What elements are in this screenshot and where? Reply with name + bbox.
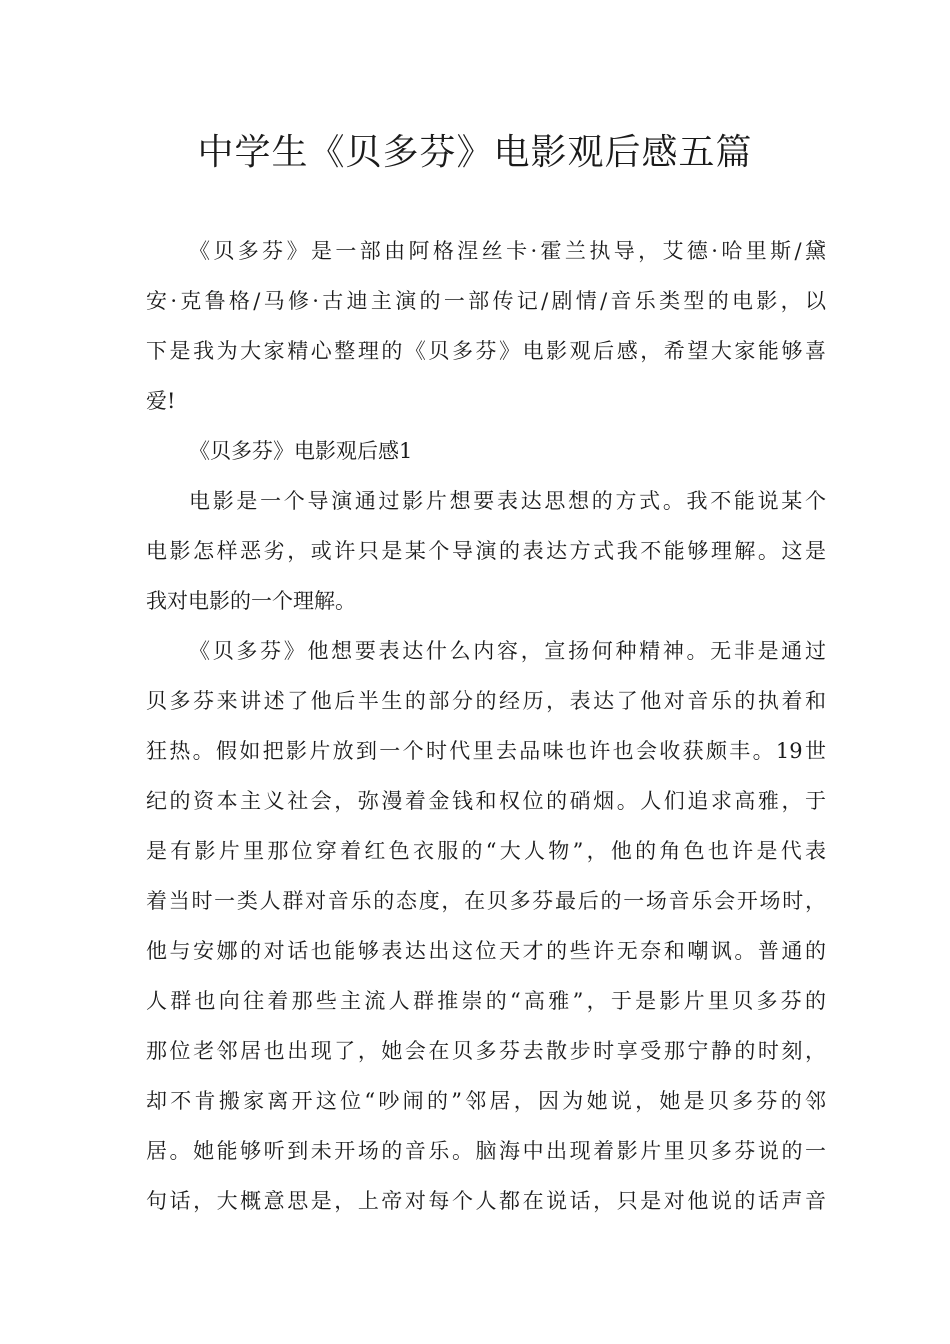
paragraph-line: 下是我为大家精心整理的《贝多芬》电影观后感，希望大家能够喜 xyxy=(146,339,826,363)
paragraph-line: 那位老邻居也出现了，她会在贝多芬去散步时享受那宁静的时刻， xyxy=(146,1039,826,1063)
paragraph-line: 着当时一类人群对音乐的态度，在贝多芬最后的一场音乐会开场时， xyxy=(146,889,826,913)
paragraph-line: 狂热。假如把影片放到一个时代里去品味也许也会收获颇丰。19世 xyxy=(146,739,826,763)
paragraph-line: 他与安娜的对话也能够表达出这位天才的些许无奈和嘲讽。普通的 xyxy=(146,939,826,963)
paragraph-line: 安·克鲁格/马修·古迪主演的一部传记/剧情/音乐类型的电影，以 xyxy=(146,289,826,313)
paragraph-line: 却不肯搬家离开这位“吵闹的”邻居，因为她说，她是贝多芬的邻 xyxy=(146,1089,826,1113)
paragraph-line: 人群也向往着那些主流人群推崇的“高雅”，于是影片里贝多芬的 xyxy=(146,989,826,1013)
paragraph-line: 《贝多芬》他想要表达什么内容，宣扬何种精神。无非是通过 xyxy=(189,639,826,663)
section-heading: 《贝多芬》电影观后感1 xyxy=(189,439,413,463)
paragraph-line: 纪的资本主义社会，弥漫着金钱和权位的硝烟。人们追求高雅，于 xyxy=(146,789,826,813)
document-title: 中学生《贝多芬》电影观后感五篇 xyxy=(197,132,753,173)
paragraph-line: 爱! xyxy=(146,389,176,413)
paragraph-line: 句话，大概意思是，上帝对每个人都在说话，只是对他说的话声音 xyxy=(146,1189,826,1213)
paragraph-line: 《贝多芬》是一部由阿格涅丝卡·霍兰执导，艾德·哈里斯/黛 xyxy=(189,239,826,263)
paragraph-line: 电影怎样恶劣，或许只是某个导演的表达方式我不能够理解。这是 xyxy=(146,539,826,563)
paragraph-line: 我对电影的一个理解。 xyxy=(146,589,356,613)
paragraph-line: 贝多芬来讲述了他后半生的部分的经历，表达了他对音乐的执着和 xyxy=(146,689,826,713)
paragraph-line: 居。她能够听到未开场的音乐。脑海中出现着影片里贝多芬说的一 xyxy=(146,1139,826,1163)
paragraph-line: 电影是一个导演通过影片想要表达思想的方式。我不能说某个 xyxy=(189,489,826,513)
paragraph-line: 是有影片里那位穿着红色衣服的“大人物”，他的角色也许是代表 xyxy=(146,839,826,863)
